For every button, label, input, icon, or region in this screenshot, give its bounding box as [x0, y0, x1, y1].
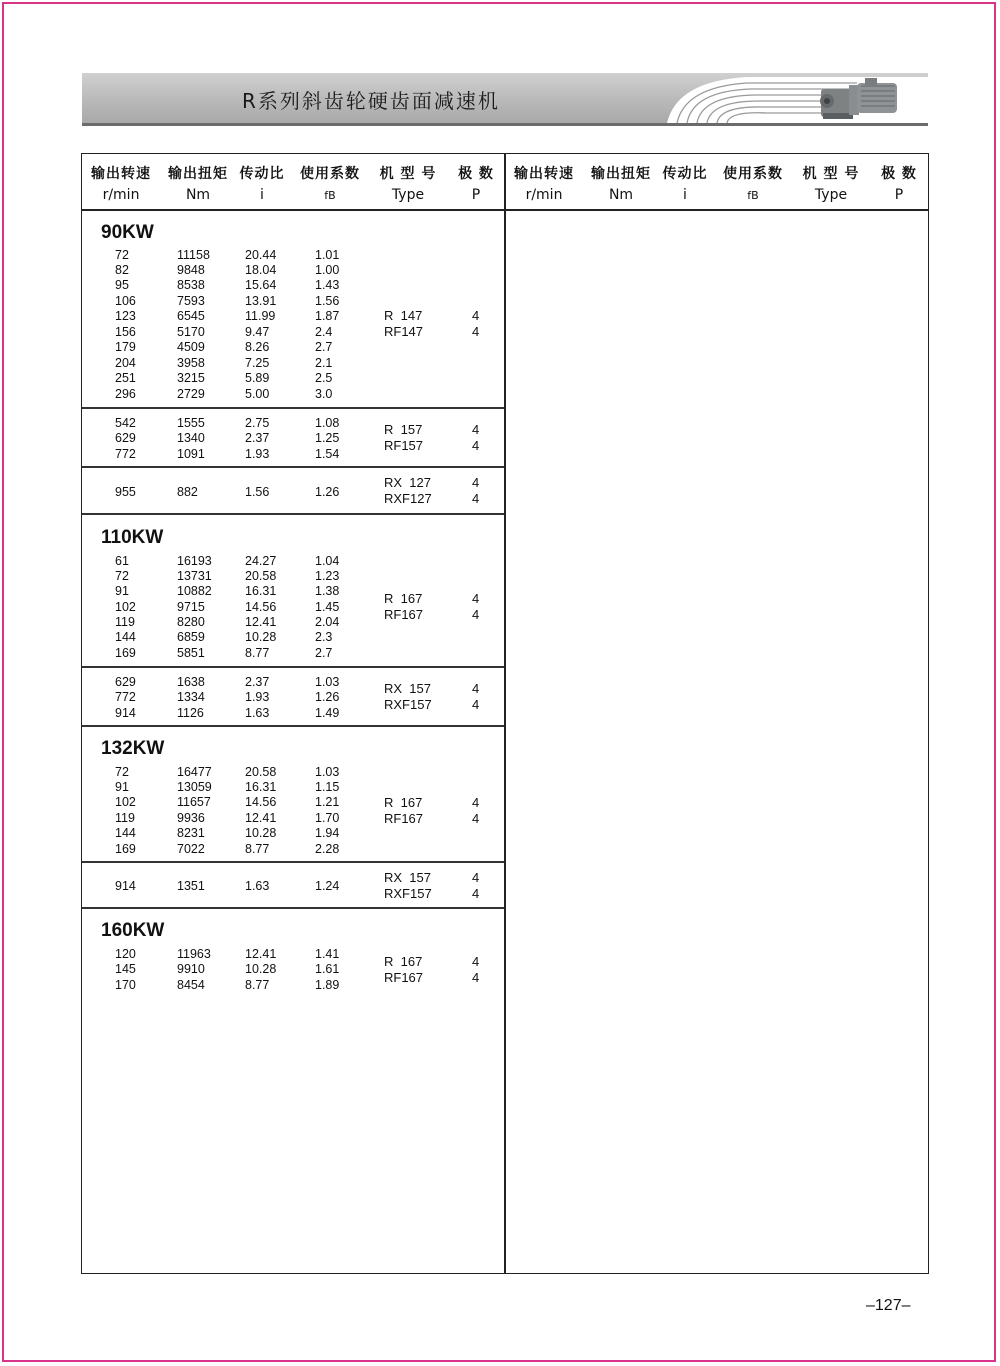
cell-factor: 1.54 [315, 447, 340, 461]
table-row [82, 842, 504, 856]
cell-torque: 9715 [177, 600, 205, 614]
cell-ratio: 9.47 [245, 325, 270, 339]
pole-count: 4 [472, 324, 480, 339]
table-row [82, 584, 504, 598]
table-row [82, 826, 504, 840]
cell-ratio: 20.58 [245, 569, 277, 583]
table-row [82, 263, 504, 277]
cell-torque: 5170 [177, 325, 205, 339]
model-type: RX 127 [384, 475, 431, 490]
table-row [82, 309, 504, 323]
cell-torque: 10882 [177, 584, 212, 598]
model-type: RXF157 [384, 886, 432, 901]
model-type: RF167 [384, 607, 424, 622]
header-torque-unit: Nm [185, 187, 211, 203]
cell-speed: 169 [115, 842, 136, 856]
cell-factor: 1.61 [315, 962, 340, 976]
model-type: RF167 [384, 811, 424, 826]
title-banner [82, 73, 928, 126]
cell-factor: 2.7 [315, 646, 333, 660]
table-row [82, 294, 504, 308]
header-speed-unit: r/min [102, 187, 140, 203]
table-row [82, 947, 504, 961]
cell-factor: 2.4 [315, 325, 333, 339]
cell-speed: 61 [115, 554, 129, 568]
cell-speed: 179 [115, 340, 136, 354]
cell-speed: 629 [115, 431, 136, 445]
cell-factor: 1.41 [315, 947, 340, 961]
cell-ratio: 7.25 [245, 356, 270, 370]
header-speed-cn-right: 输出转速 [514, 166, 574, 182]
model-type: RXF127 [384, 491, 432, 506]
header-speed-cn: 输出转速 [91, 166, 151, 182]
cell-speed: 119 [115, 615, 135, 629]
cell-speed: 72 [115, 765, 129, 779]
cell-factor: 1.49 [315, 706, 340, 720]
section-title-power: 132KW [101, 738, 165, 759]
cell-ratio: 2.37 [245, 431, 270, 445]
header-torque-cn: 输出扭矩 [168, 166, 228, 182]
table-row [82, 795, 504, 809]
header-ratio-unit: i [260, 187, 264, 203]
cell-speed: 123 [115, 309, 136, 323]
cell-factor: 1.26 [315, 485, 340, 499]
pole-count: 4 [472, 491, 480, 506]
cell-speed: 144 [115, 630, 136, 644]
table-row [82, 675, 504, 689]
section-separator [82, 513, 504, 515]
cell-speed: 102 [115, 795, 136, 809]
model-type: RXF157 [384, 697, 432, 712]
pole-count: 4 [472, 422, 480, 437]
cell-speed: 145 [115, 962, 136, 976]
cell-factor: 1.04 [315, 554, 340, 568]
cell-speed: 91 [115, 584, 129, 598]
pole-count: 4 [472, 697, 480, 712]
cell-torque: 1638 [177, 675, 205, 689]
table-row [82, 278, 504, 292]
pole-count: 4 [472, 886, 480, 901]
pole-count: 4 [472, 607, 480, 622]
pole-count: 4 [472, 811, 480, 826]
cell-speed: 82 [115, 263, 129, 277]
cell-torque: 7593 [177, 294, 205, 308]
cell-ratio: 2.37 [245, 675, 270, 689]
cell-factor: 1.01 [315, 248, 340, 262]
table-row [82, 356, 504, 370]
header-type-cn: 机 型 号 [379, 166, 437, 182]
cell-ratio: 16.31 [245, 780, 277, 794]
cell-ratio: 1.93 [245, 447, 270, 461]
cell-factor: 2.5 [315, 371, 333, 385]
table-row [82, 387, 504, 401]
cell-speed: 106 [115, 294, 136, 308]
cell-ratio: 10.28 [245, 962, 277, 976]
cell-speed: 102 [115, 600, 136, 614]
cell-speed: 169 [115, 646, 136, 660]
cell-ratio: 8.77 [245, 842, 270, 856]
header-type-cn-right: 机 型 号 [802, 166, 860, 182]
table-row [82, 600, 504, 614]
header-torque-cn-right: 输出扭矩 [591, 166, 651, 182]
cell-torque: 9936 [177, 811, 205, 825]
table-row [82, 690, 504, 704]
cell-speed: 914 [115, 706, 136, 720]
cell-ratio: 5.00 [245, 387, 270, 401]
cell-torque: 1091 [177, 447, 205, 461]
header-type-unit-right: Type [814, 187, 848, 203]
cell-ratio: 13.91 [245, 294, 277, 308]
cell-ratio: 20.58 [245, 765, 277, 779]
table-row [82, 615, 504, 629]
table-row [82, 646, 504, 660]
header-poles-unit: P [471, 187, 481, 203]
header-poles-cn-right: 极 数 [881, 166, 917, 182]
page-number: –127– [866, 1297, 911, 1314]
cell-ratio: 8.26 [245, 340, 270, 354]
header-rule [81, 209, 929, 211]
table-column-divider [504, 153, 506, 1274]
cell-speed: 156 [115, 325, 136, 339]
cell-speed: 772 [115, 690, 136, 704]
cell-factor: 1.00 [315, 263, 340, 277]
cell-speed: 95 [115, 278, 129, 292]
cell-torque: 5851 [177, 646, 205, 660]
header-factor-unit-right: fB [747, 189, 759, 202]
table-row [82, 416, 504, 430]
model-type: R 147 [384, 308, 423, 323]
cell-factor: 2.1 [315, 356, 333, 370]
cell-torque: 16477 [177, 765, 212, 779]
cell-ratio: 1.93 [245, 690, 270, 704]
header-factor-cn: 使用系数 [300, 166, 360, 182]
cell-speed: 72 [115, 569, 129, 583]
cell-torque: 11158 [177, 248, 210, 262]
group-separator [82, 466, 504, 468]
table-row [82, 431, 504, 445]
cell-torque: 8231 [177, 826, 205, 840]
cell-speed: 72 [115, 248, 129, 262]
table-row [82, 485, 504, 499]
cell-torque: 8280 [177, 615, 205, 629]
cell-ratio: 12.41 [245, 615, 277, 629]
cell-ratio: 12.41 [245, 811, 277, 825]
cell-torque: 13731 [177, 569, 212, 583]
table-row [82, 554, 504, 568]
cell-factor: 2.28 [315, 842, 340, 856]
table-row [82, 447, 504, 461]
cell-speed: 542 [115, 416, 136, 430]
cell-speed: 119 [115, 811, 135, 825]
cell-torque: 13059 [177, 780, 212, 794]
cell-ratio: 20.44 [245, 248, 277, 262]
cell-ratio: 5.89 [245, 371, 270, 385]
cell-torque: 11657 [177, 795, 211, 809]
cell-speed: 170 [115, 978, 136, 992]
table-row [82, 780, 504, 794]
cell-speed: 144 [115, 826, 136, 840]
cell-factor: 1.70 [315, 811, 340, 825]
model-type: R 167 [384, 795, 423, 810]
cell-factor: 1.38 [315, 584, 340, 598]
cell-speed: 772 [115, 447, 136, 461]
cell-ratio: 24.27 [245, 554, 277, 568]
cell-factor: 1.15 [315, 780, 340, 794]
pole-count: 4 [472, 970, 480, 985]
pole-count: 4 [472, 870, 480, 885]
pole-count: 4 [472, 438, 480, 453]
header-factor-unit: fB [324, 189, 336, 202]
table-row [82, 248, 504, 262]
section-title-power: 90KW [101, 222, 154, 243]
cell-factor: 1.26 [315, 690, 340, 704]
cell-ratio: 15.64 [245, 278, 277, 292]
table-row [82, 706, 504, 720]
cell-ratio: 12.41 [245, 947, 277, 961]
cell-torque: 7022 [177, 842, 205, 856]
model-type: R 167 [384, 591, 423, 606]
group-separator [82, 666, 504, 668]
group-separator [82, 861, 504, 863]
cell-factor: 1.21 [315, 795, 340, 809]
cell-ratio: 8.77 [245, 646, 270, 660]
model-type: RF147 [384, 324, 424, 339]
cell-factor: 1.25 [315, 431, 340, 445]
cell-speed: 629 [115, 675, 136, 689]
cell-factor: 2.3 [315, 630, 333, 644]
cell-ratio: 10.28 [245, 630, 277, 644]
pole-count: 4 [472, 795, 480, 810]
model-type: R 157 [384, 422, 423, 437]
table-row [82, 879, 504, 893]
cell-factor: 1.23 [315, 569, 340, 583]
header-torque-unit-right: Nm [608, 187, 634, 203]
cell-torque: 882 [177, 485, 198, 499]
cell-torque: 1555 [177, 416, 205, 430]
cell-torque: 6859 [177, 630, 205, 644]
cell-factor: 1.56 [315, 294, 340, 308]
pole-count: 4 [472, 954, 480, 969]
cell-torque: 11963 [177, 947, 211, 961]
cell-speed: 914 [115, 879, 136, 893]
cell-torque: 16193 [177, 554, 212, 568]
cell-ratio: 11.99 [245, 309, 276, 323]
cell-factor: 2.04 [315, 615, 340, 629]
cell-ratio: 16.31 [245, 584, 277, 598]
header-poles-cn: 极 数 [458, 166, 494, 182]
table-row [82, 978, 504, 992]
cell-factor: 1.89 [315, 978, 340, 992]
table-row [82, 630, 504, 644]
table-row [82, 569, 504, 583]
header-type-unit: Type [391, 187, 425, 203]
cell-factor: 1.03 [315, 765, 340, 779]
header-ratio-cn: 传动比 [239, 166, 285, 182]
header-factor-cn-right: 使用系数 [723, 166, 783, 182]
cell-factor: 1.87 [315, 309, 340, 323]
cell-torque: 1351 [177, 879, 205, 893]
cell-torque: 2729 [177, 387, 205, 401]
cell-factor: 1.43 [315, 278, 340, 292]
gear-motor-icon [815, 75, 905, 121]
cell-torque: 1334 [177, 690, 205, 704]
cell-torque: 9848 [177, 263, 205, 277]
model-type: RX 157 [384, 681, 431, 696]
cell-torque: 3958 [177, 356, 205, 370]
cell-ratio: 8.77 [245, 978, 270, 992]
cell-torque: 1126 [177, 706, 204, 720]
table-row [82, 962, 504, 976]
group-separator [82, 407, 504, 409]
cell-speed: 120 [115, 947, 136, 961]
pole-count: 4 [472, 475, 480, 490]
cell-ratio: 14.56 [245, 600, 277, 614]
cell-speed: 204 [115, 356, 136, 370]
cell-ratio: 1.56 [245, 485, 270, 499]
cell-factor: 1.03 [315, 675, 340, 689]
cell-torque: 1340 [177, 431, 205, 445]
section-separator [82, 907, 504, 909]
cell-speed: 955 [115, 485, 136, 499]
section-separator [82, 725, 504, 727]
pole-count: 4 [472, 591, 480, 606]
cell-factor: 3.0 [315, 387, 333, 401]
pole-count: 4 [472, 681, 480, 696]
cell-factor: 2.7 [315, 340, 333, 354]
cell-torque: 9910 [177, 962, 205, 976]
header-ratio-cn-right: 传动比 [662, 166, 708, 182]
cell-ratio: 2.75 [245, 416, 270, 430]
cell-factor: 1.24 [315, 879, 340, 893]
cell-ratio: 1.63 [245, 879, 270, 893]
cell-factor: 1.45 [315, 600, 340, 614]
cell-torque: 8454 [177, 978, 205, 992]
cell-speed: 296 [115, 387, 136, 401]
table-row [82, 371, 504, 385]
section-title-power: 110KW [101, 527, 164, 548]
cell-ratio: 14.56 [245, 795, 277, 809]
cell-ratio: 10.28 [245, 826, 277, 840]
header-ratio-unit-right: i [683, 187, 687, 203]
cell-torque: 6545 [177, 309, 205, 323]
table-row [82, 325, 504, 339]
header-poles-unit-right: P [894, 187, 904, 203]
page-title: R系列斜齿轮硬齿面减速机 [242, 89, 500, 113]
model-type: RF157 [384, 438, 424, 453]
cell-speed: 251 [115, 371, 136, 385]
table-row [82, 340, 504, 354]
cell-torque: 8538 [177, 278, 205, 292]
cell-speed: 91 [115, 780, 129, 794]
cell-torque: 3215 [177, 371, 205, 385]
cell-factor: 1.94 [315, 826, 340, 840]
model-type: RX 157 [384, 870, 431, 885]
pole-count: 4 [472, 308, 480, 323]
section-title-power: 160KW [101, 920, 165, 941]
table-row [82, 811, 504, 825]
cell-ratio: 1.63 [245, 706, 270, 720]
cell-ratio: 18.04 [245, 263, 277, 277]
header-speed-unit-right: r/min [525, 187, 563, 203]
cell-factor: 1.08 [315, 416, 340, 430]
model-type: RF167 [384, 970, 424, 985]
cell-torque: 4509 [177, 340, 205, 354]
model-type: R 167 [384, 954, 423, 969]
table-row [82, 765, 504, 779]
